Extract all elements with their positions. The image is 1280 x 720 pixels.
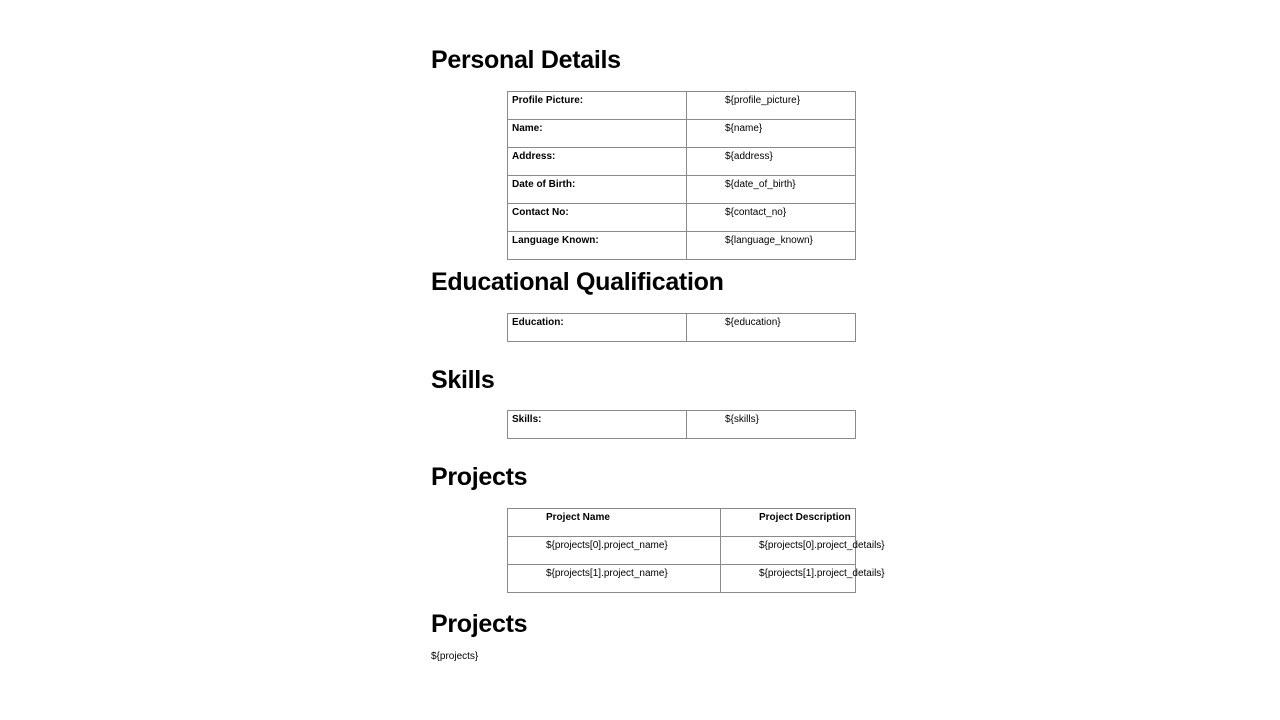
projects-list-heading: Projects: [431, 610, 528, 638]
name-value: ${name}: [687, 120, 856, 148]
table-row: [508, 120, 856, 148]
project-name-header: Project Name: [508, 509, 721, 537]
contact-no-label: Contact No:: [508, 204, 687, 232]
personal-details-heading: Personal Details: [431, 46, 621, 74]
table-row: [508, 92, 856, 120]
skills-value: ${skills}: [687, 411, 856, 439]
project-details-cell: ${projects[1].project_details}: [721, 565, 856, 593]
projects-table: [507, 508, 885, 593]
profile-picture-label: Profile Picture:: [508, 92, 687, 120]
education-label: Education:: [508, 314, 687, 342]
table-header-row: [508, 509, 856, 537]
profile-picture-value: ${profile_picture}: [687, 92, 856, 120]
education-value: ${education}: [687, 314, 856, 342]
table-row: [508, 411, 856, 439]
table-row: [508, 537, 856, 565]
name-label: Name:: [508, 120, 687, 148]
address-label: Address:: [508, 148, 687, 176]
language-known-label: Language Known:: [508, 232, 687, 260]
skills-table: [507, 410, 856, 439]
language-known-value: ${language_known}: [687, 232, 856, 260]
skills-heading: Skills: [431, 366, 495, 394]
contact-no-value: ${contact_no}: [687, 204, 856, 232]
table-row: [508, 565, 856, 593]
education-table: [507, 313, 856, 342]
date-of-birth-value: ${date_of_birth}: [687, 176, 856, 204]
project-description-header: Project Description: [721, 509, 856, 537]
table-row: [508, 314, 856, 342]
skills-label: Skills:: [508, 411, 687, 439]
table-row: [508, 232, 856, 260]
date-of-birth-label: Date of Birth:: [508, 176, 687, 204]
project-name-cell: ${projects[0].project_name}: [508, 537, 721, 565]
project-details-cell: ${projects[0].project_details}: [721, 537, 856, 565]
address-value: ${address}: [687, 148, 856, 176]
personal-details-table: [507, 91, 856, 260]
educational-qualification-heading: Educational Qualification: [431, 268, 724, 296]
table-row: [508, 204, 856, 232]
table-row: [508, 176, 856, 204]
projects-heading: Projects: [431, 463, 528, 491]
table-row: [508, 148, 856, 176]
projects-placeholder: ${projects}: [431, 651, 479, 662]
document-page: [431, 0, 891, 720]
project-name-cell: ${projects[1].project_name}: [508, 565, 721, 593]
